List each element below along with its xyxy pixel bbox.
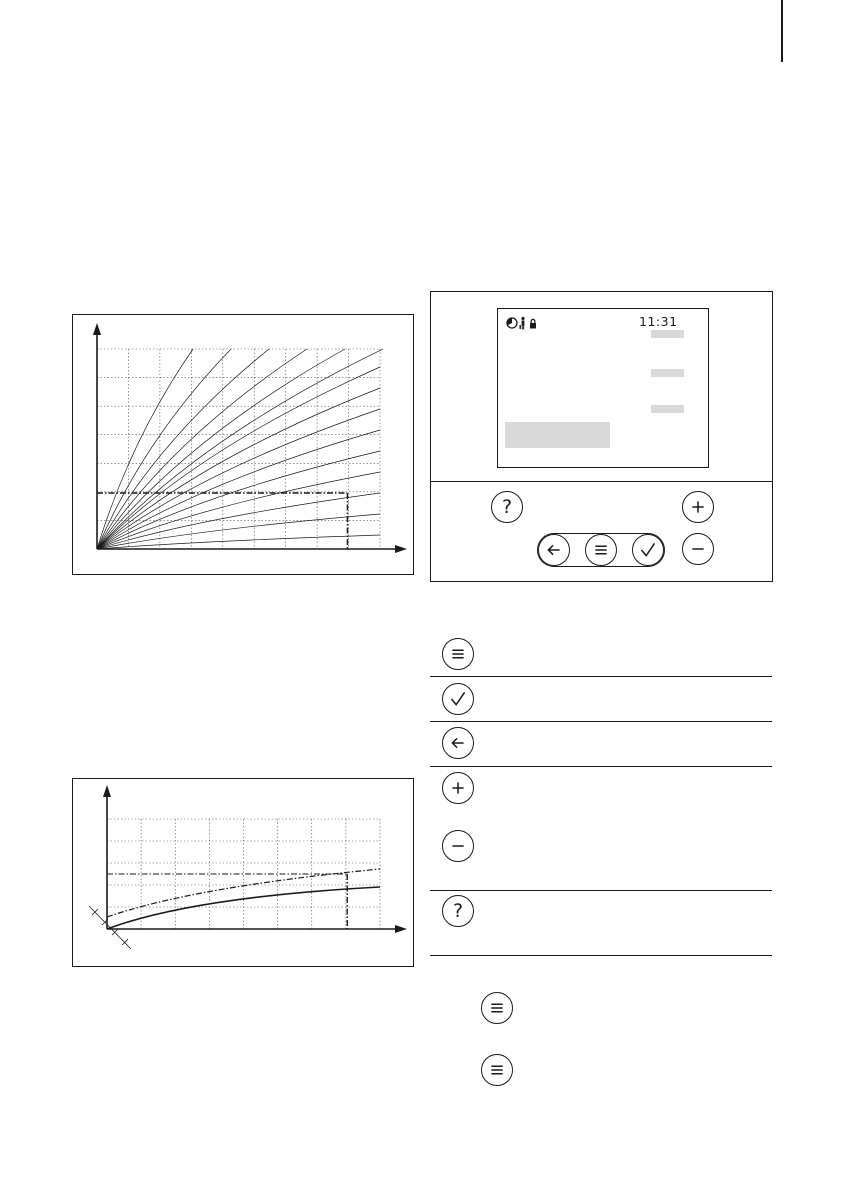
plus-icon	[443, 773, 473, 803]
value-placeholder	[651, 330, 684, 338]
back-arrow-icon	[539, 535, 569, 565]
legend-divider	[430, 676, 772, 677]
offset-axis-tick	[122, 939, 128, 945]
heating-curve-chart	[73, 315, 413, 574]
legend-menu-button	[442, 638, 474, 670]
status-icons	[506, 316, 546, 330]
menu-button[interactable]	[585, 534, 617, 566]
legend-minus-button	[442, 830, 474, 862]
step-menu-button	[481, 992, 513, 1024]
step-menu-button	[481, 1054, 513, 1086]
legend-divider	[430, 890, 772, 891]
ok-button[interactable]	[632, 534, 664, 566]
menu-icon	[586, 535, 616, 565]
help-icon: ?	[501, 495, 513, 518]
plus-button[interactable]	[682, 491, 714, 523]
value-placeholder	[651, 369, 684, 377]
panel-divider	[431, 481, 772, 482]
legend-back-button	[442, 727, 474, 759]
display-screen	[497, 308, 709, 468]
plus-icon	[683, 492, 713, 522]
person-icon	[520, 317, 525, 330]
legend-ok-button	[442, 683, 474, 715]
clock-icon	[507, 318, 517, 328]
heating-curve-line	[97, 388, 380, 549]
minus-icon	[683, 534, 713, 564]
menu-icon	[443, 639, 473, 669]
curve-shift-chart	[73, 779, 413, 966]
menu-icon	[482, 993, 512, 1023]
y-axis-arrow	[103, 785, 111, 797]
value-placeholder	[651, 405, 684, 413]
help-icon: ?	[452, 899, 464, 922]
checkmark-icon	[633, 535, 663, 565]
x-axis-arrow	[395, 925, 407, 933]
legend-divider	[430, 766, 772, 767]
x-axis-arrow	[395, 545, 407, 553]
legend-divider	[430, 721, 772, 722]
minus-button[interactable]	[682, 533, 714, 565]
minus-icon	[443, 831, 473, 861]
lock-icon	[530, 319, 536, 328]
back-arrow-icon	[443, 728, 473, 758]
heating-curve-line	[97, 367, 380, 549]
heating-curve-line	[97, 349, 193, 549]
heating-curve-line	[97, 451, 380, 549]
checkmark-icon	[443, 684, 473, 714]
selection-bar	[505, 422, 610, 448]
y-axis-arrow	[93, 323, 101, 335]
clock-display: 11:31	[639, 314, 678, 329]
control-panel	[430, 291, 773, 582]
heating-curve-line	[97, 430, 380, 549]
back-button[interactable]	[538, 534, 570, 566]
page-edge-rule	[781, 0, 783, 62]
menu-icon	[482, 1055, 512, 1085]
heating-curve-chart-frame	[72, 314, 414, 575]
legend-plus-button	[442, 772, 474, 804]
legend-divider	[430, 955, 772, 956]
legend-help-button	[442, 895, 474, 927]
help-button[interactable]	[491, 491, 523, 523]
curve-shift-chart-frame	[72, 778, 414, 967]
